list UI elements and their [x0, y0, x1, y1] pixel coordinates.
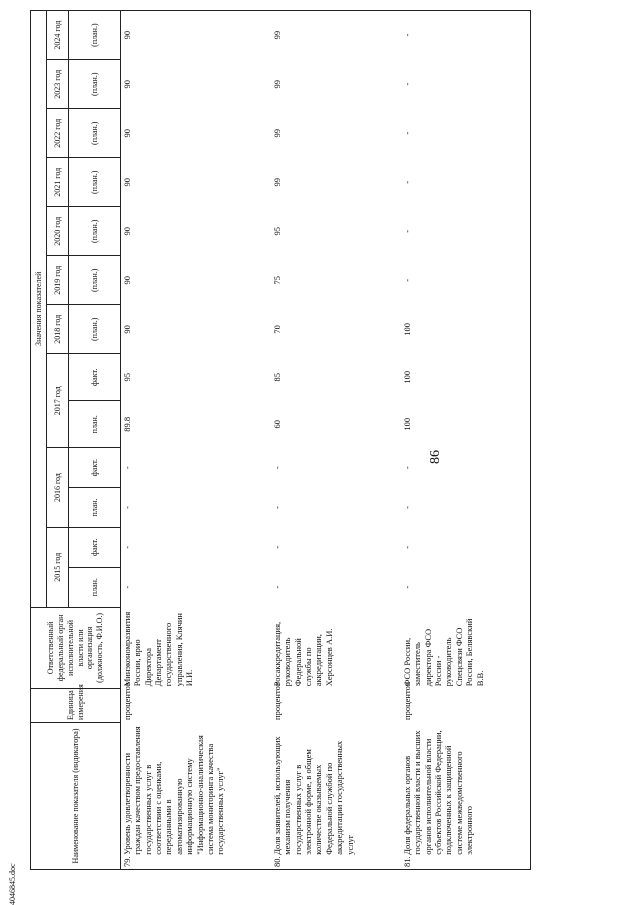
value-cell: 99: [271, 60, 401, 109]
unit-cell: процентов: [401, 689, 531, 723]
unit-cell: процентов: [121, 689, 271, 723]
value-cell: 75: [271, 256, 401, 305]
header-2018: 2018 год: [47, 305, 69, 354]
indicators-table: [30, 10, 531, 870]
table-row: [271, 11, 401, 870]
value-cell: 85: [271, 354, 401, 401]
value-cell: -: [271, 527, 401, 567]
value-cell: 100: [401, 401, 531, 448]
value-cell: -: [401, 448, 531, 488]
header-plan: план.: [69, 401, 121, 448]
value-cell: -: [401, 567, 531, 607]
value-cell: -: [401, 256, 531, 305]
header-2022: 2022 год: [47, 109, 69, 158]
row-number: 81.: [401, 857, 531, 869]
header-plan: план.: [69, 488, 121, 528]
responsible-cell: Росаккредитация, руководитель Федеральной службы по аккредитации, Херсонцев А.И.: [271, 607, 401, 689]
indicator-name: Уровень удовлетворенности граждан качеством предоставления государственных услуг в соответствии с оценками, переданными в автоматизированную информационную систему "Информационно-аналитическая система мониторинга качества государственных услуг": [121, 722, 271, 857]
value-cell: 99: [271, 109, 401, 158]
table-row: [121, 11, 271, 870]
page-number: 86: [428, 450, 443, 464]
header-fact: факт.: [69, 527, 121, 567]
header-plan-paren: (план.): [69, 256, 121, 305]
indicator-name: Доля федеральных органов государственной власти и высших органов исполнительной власти субъектов Российской Федерации, подключенных к защищенной системе межведомственного электронного: [401, 722, 531, 857]
header-2020: 2020 год: [47, 207, 69, 256]
value-cell: 100: [401, 305, 531, 354]
header-plan-paren: (план.): [69, 207, 121, 256]
document-id: 4046845.doc: [8, 863, 17, 905]
value-cell: 70: [271, 305, 401, 354]
header-indicator: Наименование показателя (индикатора): [31, 722, 121, 869]
value-cell: 90: [121, 109, 271, 158]
header-2024: 2024 год: [47, 11, 69, 60]
value-cell: -: [271, 448, 401, 488]
value-cell: -: [121, 567, 271, 607]
value-cell: 90: [121, 60, 271, 109]
value-cell: 89.8: [121, 401, 271, 448]
value-cell: -: [271, 488, 401, 528]
value-cell: 99: [271, 158, 401, 207]
header-2015: 2015 год: [47, 527, 69, 607]
value-cell: 90: [121, 256, 271, 305]
header-plan-paren: (план.): [69, 109, 121, 158]
header-2016: 2016 год: [47, 448, 69, 528]
header-plan-paren: (план.): [69, 11, 121, 60]
header-unit: Единица измерения: [31, 689, 121, 723]
value-cell: -: [121, 448, 271, 488]
header-plan-paren: (план.): [69, 158, 121, 207]
value-cell: -: [401, 207, 531, 256]
value-cell: 95: [271, 207, 401, 256]
value-cell: 100: [401, 354, 531, 401]
value-cell: -: [401, 60, 531, 109]
value-cell: -: [401, 527, 531, 567]
value-cell: 90: [121, 207, 271, 256]
value-cell: -: [401, 488, 531, 528]
header-2019: 2019 год: [47, 256, 69, 305]
value-cell: 95: [121, 354, 271, 401]
row-number: 79.: [121, 857, 271, 869]
value-cell: -: [401, 109, 531, 158]
value-cell: 99: [271, 11, 401, 60]
value-cell: 90: [121, 158, 271, 207]
header-2021: 2021 год: [47, 158, 69, 207]
table-row: [401, 11, 531, 870]
unit-cell: процентов: [271, 689, 401, 723]
row-number: 80.: [271, 857, 401, 869]
value-cell: -: [401, 158, 531, 207]
value-cell: -: [121, 527, 271, 567]
responsible-cell: Минэкономразвития России, врио Директора Департамент государственного управления, Клячин И.И.: [121, 607, 271, 689]
header-2023: 2023 год: [47, 60, 69, 109]
header-values-group: Значения показателей: [31, 11, 47, 608]
value-cell: -: [121, 488, 271, 528]
header-plan-paren: (план.): [69, 305, 121, 354]
indicator-name: Доля заявителей, использующих механизм получения государственных услуг в электронной форме, в общем количестве оказываемых Федеральной службой по аккредитации государственных услуг: [271, 722, 401, 857]
value-cell: 90: [121, 11, 271, 60]
header-fact: факт.: [69, 448, 121, 488]
header-2017: 2017 год: [47, 354, 69, 448]
header-responsible: Ответственный федеральный орган исполнительной власти или организация (должность, Ф.И.О.): [31, 607, 121, 689]
value-cell: 60: [271, 401, 401, 448]
value-cell: -: [401, 11, 531, 60]
header-plan-paren: (план.): [69, 60, 121, 109]
responsible-cell: ФСО России, заместитель директора ФСО России - руководитель Спецсвязи ФСО России, Белявский В.В.: [401, 607, 531, 689]
header-fact: факт.: [69, 354, 121, 401]
value-cell: 90: [121, 305, 271, 354]
header-plan: план.: [69, 567, 121, 607]
value-cell: -: [271, 567, 401, 607]
